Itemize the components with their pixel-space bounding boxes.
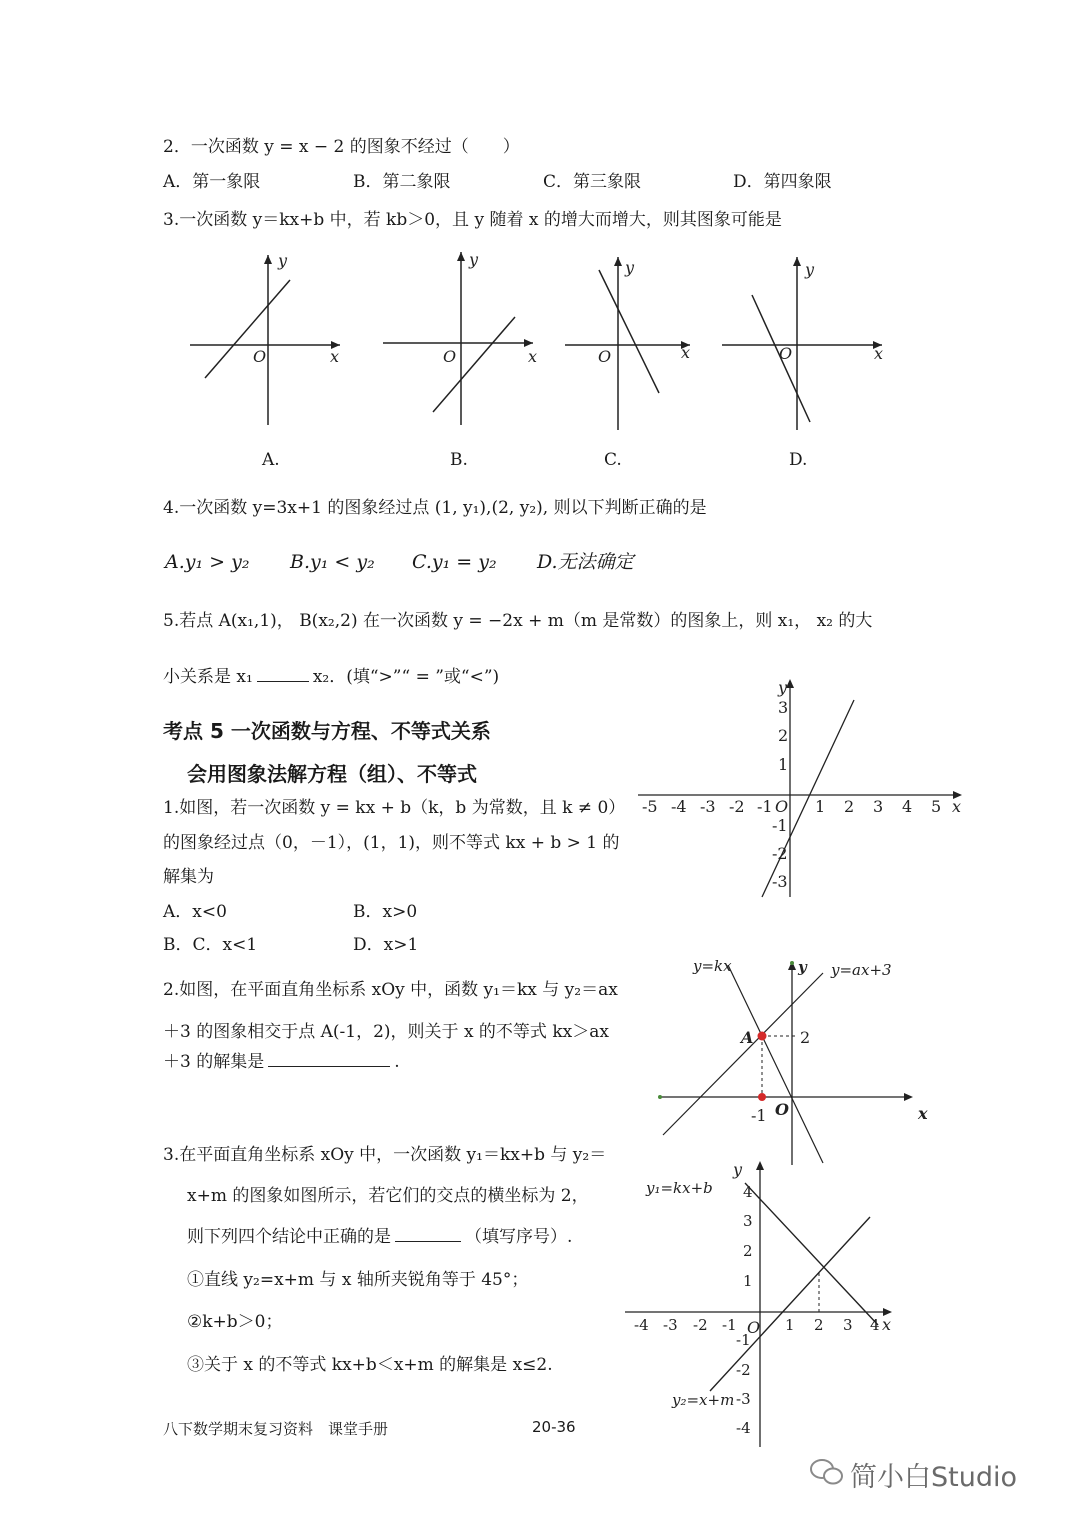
p2-x-label: x <box>918 1104 928 1123</box>
p1-y-label: y <box>778 678 788 697</box>
p3-item-3: ③关于 x 的不等式 kx+b＜x+m 的解集是 x≤2. <box>187 1355 553 1375</box>
p3-y-label: y <box>733 1160 743 1179</box>
p2-x-value: -1 <box>751 1106 767 1125</box>
p3-line3-suffix: （填写序号）. <box>465 1227 573 1247</box>
q5-line2 <box>163 667 499 687</box>
p3-xtick: 3 <box>843 1316 853 1334</box>
p2-line2: ＋3 的图象相交于点 A(-1，2)，则关于 x 的不等式 kx＞ax <box>163 1022 609 1042</box>
q5-stem: 5.若点 A(x₁,1)， B(x₂,2) 在一次函数 y = −2x + m（m 是常数）的图象上，则 x₁， x₂ 的大 <box>163 611 873 631</box>
p1-x-label: x <box>952 797 962 816</box>
q2-option-c: C．第三象限 <box>543 172 642 192</box>
q2-stem: 2．一次函数 y = x − 2 的图象不经过（ ） <box>163 137 520 157</box>
p1-ytick: -1 <box>772 816 788 835</box>
p1-line1: 1.如图，若一次函数 y = kx + b（k，b 为常数，且 k ≠ 0） <box>163 798 626 818</box>
p3-line3-prefix: 则下列四个结论中正确的是 <box>187 1227 391 1247</box>
p3-ytick: -3 <box>736 1390 751 1408</box>
p1-xtick: 2 <box>844 797 855 816</box>
footer-page: 20-36 <box>532 1418 576 1436</box>
p1-option-d: D．x>1 <box>353 935 419 955</box>
p3-item-2: ②k+b＞0； <box>187 1312 283 1332</box>
p1-line3: 解集为 <box>163 867 214 887</box>
p2-y-value: 2 <box>800 1028 811 1047</box>
p1-xtick: -5 <box>642 797 658 816</box>
q3c-origin: O <box>598 347 612 366</box>
q2-option-b: B．第二象限 <box>353 172 451 192</box>
q3c-x-label: x <box>681 343 691 362</box>
p1-ytick: 3 <box>778 698 789 717</box>
p3-ytick: 1 <box>743 1272 753 1290</box>
p3-ytick: 3 <box>743 1212 753 1230</box>
q3-label-a: A. <box>262 450 280 470</box>
p3-label-y1: y₁=kx+b <box>646 1179 713 1197</box>
q2-option-d: D．第四象限 <box>733 172 832 192</box>
p3-xtick: -1 <box>722 1316 737 1334</box>
p3-xtick: 1 <box>785 1316 795 1334</box>
q3-graph-a <box>190 250 350 430</box>
q5-line2-suffix: x₂．(填“>”“ = ”或“<”) <box>312 667 500 687</box>
p1-xtick: -1 <box>757 797 773 816</box>
p1-xtick: -3 <box>700 797 716 816</box>
q3d-x-label: x <box>874 344 884 363</box>
p1-ytick: -3 <box>772 872 788 891</box>
p2-y-label: y <box>798 958 807 976</box>
q4-stem: 4.一次函数 y=3x+1 的图象经过点 (1, y₁),(2, y₂), 则以下判断正确的是 <box>163 498 707 518</box>
q3-graph-b <box>383 250 543 430</box>
p2-line3-suffix: . <box>394 1052 400 1072</box>
p2-line3-prefix: ＋3 的解集是 <box>163 1052 265 1072</box>
p1-ytick: 2 <box>778 726 789 745</box>
p1-origin: O <box>775 797 789 816</box>
p1-xtick: 5 <box>931 797 942 816</box>
p1-option-b: B．x>0 <box>353 902 418 922</box>
p2-label-ax: y=ax+3 <box>831 961 892 979</box>
p3-ytick: 4 <box>743 1183 753 1201</box>
p1-xtick: -2 <box>729 797 745 816</box>
q3b-origin: O <box>443 347 457 366</box>
p1-xtick: -4 <box>671 797 687 816</box>
p3-ytick: -1 <box>736 1331 751 1349</box>
p1-option-c: B．C．x<1 <box>163 935 258 955</box>
q3c-y-label: y <box>625 258 635 277</box>
watermark-text: 简小白Studio <box>850 1462 1017 1493</box>
chat-bubble-icon <box>810 1457 844 1487</box>
q3-stem: 3.一次函数 y＝kx+b 中，若 kb＞0，且 y 随着 x 的增大而增大，则其图象可能是 <box>163 210 782 230</box>
p3-ytick: -4 <box>736 1419 751 1437</box>
q3a-y-label: y <box>278 251 288 270</box>
p2-point-label: A <box>741 1028 754 1047</box>
p3-line1: 3.在平面直角坐标系 xOy 中，一次函数 y₁＝kx+b 与 y₂＝ <box>163 1145 607 1165</box>
p2-origin: O <box>775 1100 789 1119</box>
p3-graph <box>620 1155 905 1455</box>
p3-label-y2: y₂=x+m <box>672 1391 735 1409</box>
q3-graph-d <box>722 255 892 435</box>
p3-ytick: 2 <box>743 1242 753 1260</box>
p1-graph <box>630 675 970 905</box>
p3-line2: x+m 的图象如图所示，若它们的交点的横坐标为 2， <box>187 1186 589 1206</box>
q3-label-b: B. <box>450 450 468 470</box>
footer-title: 八下数学期末复习资料 课堂手册 <box>163 1420 389 1438</box>
p3-xtick: -2 <box>693 1316 708 1334</box>
watermark <box>850 1455 1017 1494</box>
p1-ytick: -2 <box>772 844 788 863</box>
q3d-y-label: y <box>805 260 815 279</box>
q3a-x-label: x <box>330 347 340 366</box>
p3-blank[interactable] <box>395 1241 461 1242</box>
q3d-origin: O <box>779 344 793 363</box>
q2-option-a: A．第一象限 <box>163 172 261 192</box>
p2-blank[interactable] <box>268 1066 390 1067</box>
p3-xtick: -4 <box>634 1316 649 1334</box>
p2-graph <box>655 955 945 1170</box>
section-subtitle: 会用图象法解方程（组）、不等式 <box>187 762 477 786</box>
p3-ytick: -2 <box>736 1361 751 1379</box>
q4-option-d: D.无法确定 <box>537 551 634 573</box>
p1-xtick: 3 <box>873 797 884 816</box>
p2-label-kx: y=kx <box>693 957 732 975</box>
q3-label-c: C. <box>604 450 622 470</box>
q5-line2-prefix: 小关系是 x₁ <box>163 667 253 687</box>
q4-option-b: B.y₁ < y₂ <box>290 551 375 573</box>
q3-label-d: D. <box>789 450 808 470</box>
p3-item-1: ①直线 y₂=x+m 与 x 轴所夹锐角等于 45°； <box>187 1270 529 1290</box>
q4-option-c: C.y₁ = y₂ <box>412 551 497 573</box>
q3b-x-label: x <box>528 347 538 366</box>
p1-option-a: A．x<0 <box>163 902 227 922</box>
p1-xtick: 4 <box>902 797 913 816</box>
p3-origin: O <box>747 1318 761 1337</box>
q5-blank[interactable] <box>257 681 309 682</box>
p1-xtick: 1 <box>815 797 826 816</box>
section-title: 考点 5 一次函数与方程、不等式关系 <box>163 719 491 743</box>
p2-line1: 2.如图，在平面直角坐标系 xOy 中，函数 y₁＝kx 与 y₂＝ax <box>163 980 618 1000</box>
q4-option-a: A.y₁ > y₂ <box>165 551 250 573</box>
p3-xtick: 4 <box>870 1316 880 1334</box>
p3-xtick: -3 <box>663 1316 678 1334</box>
q3-graph-c <box>565 255 705 435</box>
p3-line3 <box>187 1227 572 1247</box>
p3-x-label: x <box>882 1315 892 1334</box>
p1-ytick: 1 <box>778 755 789 774</box>
p3-xtick: 2 <box>814 1316 824 1334</box>
q3a-origin: O <box>253 347 267 366</box>
p1-line2: 的图象经过点（0，－1），(1，1)，则不等式 kx + b > 1 的 <box>163 833 620 853</box>
q3b-y-label: y <box>469 250 479 269</box>
p2-line3 <box>163 1052 400 1072</box>
